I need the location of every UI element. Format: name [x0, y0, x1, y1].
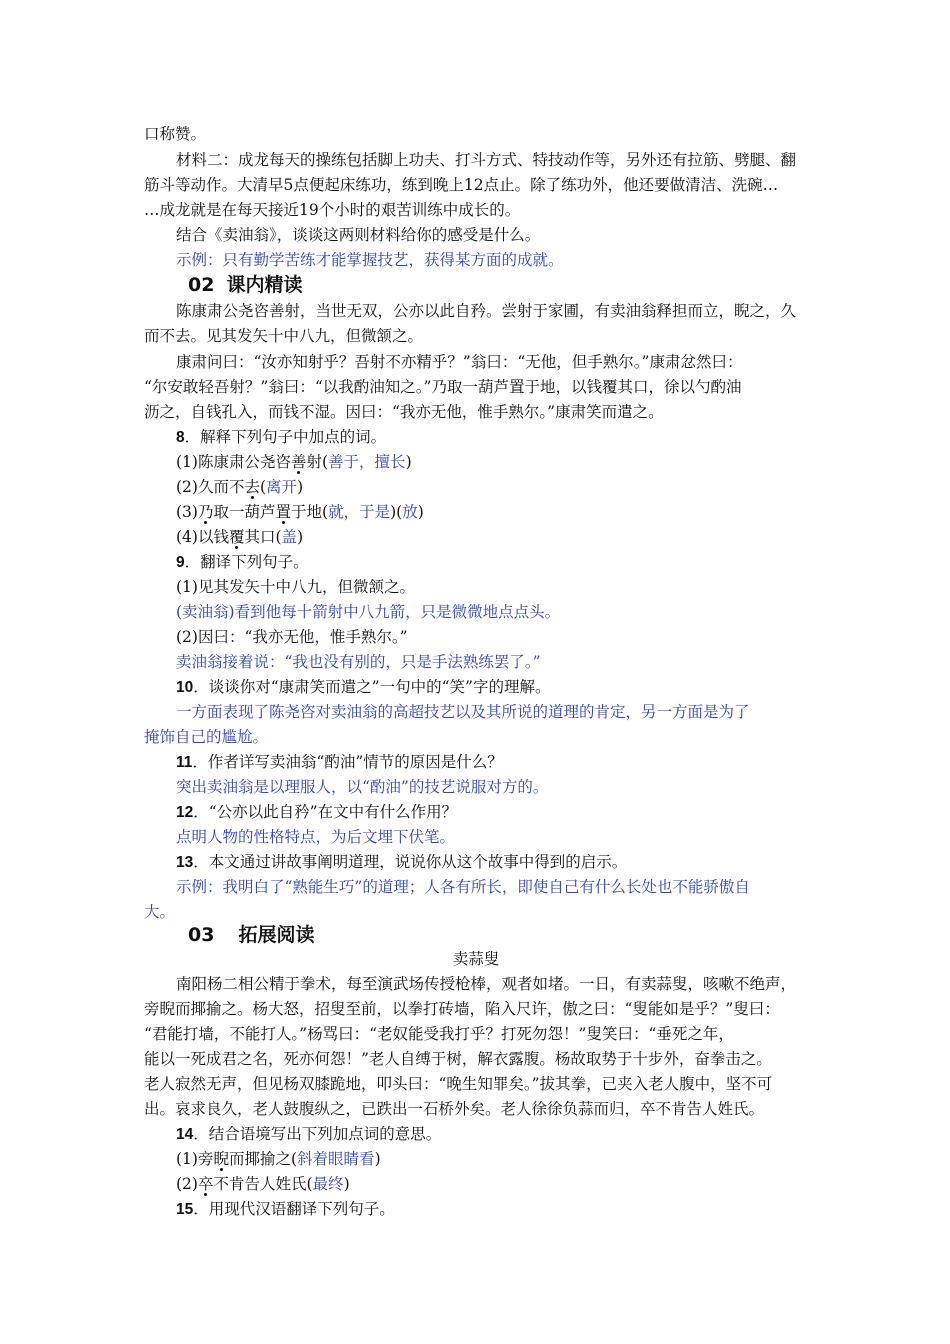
q14-item-2	[176, 1172, 808, 1197]
item-text: 不肯告人姓氏(	[213, 1175, 313, 1193]
section-heading-02	[188, 272, 302, 298]
answer-line: 示例：我明白了“熟能生巧”的道理；人各有所长，即使自己有什么长处也不能骄傲自	[176, 878, 750, 896]
section-heading-03	[188, 922, 314, 948]
item-text: )	[374, 1150, 381, 1168]
text-line: 南阳杨二相公精于拳术，每至演武场传授枪棒，观者如堵。一日，有卖蒜叟，咳嗽不绝声，	[176, 975, 797, 993]
section-number: 03	[188, 924, 215, 946]
item-text: (1)旁	[176, 1150, 214, 1168]
question-text: ．“公亦以此自矜”在文中有什么作用？	[193, 803, 458, 821]
section-title: 拓展阅读	[238, 924, 315, 946]
q14-item-1	[176, 1147, 808, 1172]
answer-line: 点明人物的性格特点，为后文埋下伏笔。	[176, 828, 456, 846]
question-13	[176, 850, 808, 875]
question-text: ．解释下列句子中加点的词。	[184, 428, 387, 446]
text-line: 筋斗等动作。大清早5点便起床练功，练到晚上12点止。除了练功外，他还要做清洁、洗碗…	[144, 176, 779, 194]
question-text: ．结合语境写出下列加点词的意思。	[193, 1125, 442, 1143]
question-9	[176, 550, 808, 575]
answer-line: 大。	[144, 903, 176, 921]
text-line: “尔安敢轻吾射？”翁曰：“以我酌油知之。”乃取一葫芦置于地，以钱覆其口，徐以勺酌油	[144, 378, 742, 396]
answer-text: 盖	[281, 528, 298, 546]
text-line: 口称赞。	[144, 125, 207, 143]
answer-line: 一方面表现了陈尧咨对卖油翁的高超技艺以及其所说的道理的肯定，另一方面是为了	[176, 703, 750, 721]
dotted-word: 去	[244, 478, 260, 496]
item-text: (2)	[176, 1175, 198, 1193]
dotted-word: 睨	[213, 1150, 229, 1168]
question-text: ．本文通过讲故事阐明道理，说说你从这个故事中得到的启示。	[193, 853, 628, 871]
answer-text: 善于，擅长	[328, 453, 406, 471]
text-line: 结合《卖油翁》，谈谈这两则材料给你的感受是什么。	[176, 226, 541, 244]
story-title: 卖蒜叟	[452, 950, 500, 968]
question-12	[176, 800, 808, 825]
text-line: (1)见其发矢十中八九，但微颔之。	[176, 578, 415, 596]
dotted-word: 置	[275, 503, 292, 521]
item-text: (2)久而不	[176, 478, 245, 496]
dotted-word: 覆	[228, 528, 245, 546]
item-text: )	[405, 453, 412, 471]
item-text: (	[259, 478, 267, 496]
item-text: )	[417, 503, 424, 521]
question-8	[176, 425, 808, 450]
text-line: …成龙就是在每天接近19个小时的艰苦训练中成长的。	[144, 201, 521, 219]
item-text: (4)以钱	[176, 528, 229, 546]
question-number: 15	[176, 1201, 194, 1218]
item-text: )	[343, 1175, 350, 1193]
text-line: 老人寂然无声，但见杨双膝跪地，叩头曰：“晚生知罪矣。”拔其拳，已夹入老人腹中，坚不可	[144, 1075, 773, 1093]
item-text: 取一葫芦	[213, 503, 276, 521]
text-line: 材料二：成龙每天的操练包括脚上功夫、打斗方式、特技动作等，另外还有拉筋、劈腿、翻	[176, 151, 797, 169]
answer-line: 示例：只有勤学苦练才能掌握技艺，获得某方面的成就。	[176, 251, 564, 269]
dotted-word: 卒	[197, 1175, 214, 1193]
question-number: 10	[176, 679, 194, 696]
dotted-word: 乃	[197, 503, 214, 521]
question-14	[176, 1122, 808, 1147]
text-line: 出。哀求良久，老人鼓腹纵之，已跌出一石桥外矣。老人徐徐负蒜而归，卒不肯告人姓氏。	[144, 1100, 765, 1118]
question-number: 13	[176, 854, 194, 871]
question-number: 8	[176, 429, 185, 446]
text-line: 康肃问曰：“汝亦知射乎？吾射不亦精乎？”翁曰：“无他，但手熟尔。”康肃忿然曰：	[176, 353, 743, 371]
question-text: ．作者详写卖油翁“酌油”情节的原因是什么？	[192, 753, 503, 771]
q8-item-3	[176, 500, 808, 525]
q8-item-4	[176, 525, 808, 550]
question-number: 11	[176, 754, 193, 771]
text-line: “君能打墙，不能打人。”杨骂曰：“老奴能受我打乎？打死勿怨！”叟笑曰：“垂死之年，	[144, 1025, 734, 1043]
answer-text: 离开	[266, 478, 298, 496]
item-text: 射(	[306, 453, 329, 471]
item-text: 其口(	[244, 528, 282, 546]
answer-text: 就，于是	[328, 503, 391, 521]
section-number: 02	[188, 274, 215, 296]
answer-text: 斜着眼睛看	[297, 1150, 375, 1168]
text-line: 陈康肃公尧咨善射，当世无双，公亦以此自矜。尝射于家圃，有卖油翁释担而立，睨之，久	[176, 302, 797, 320]
answer-line: 卖油翁接着说：“我也没有别的，只是手法熟练罢了。”	[176, 653, 541, 671]
q8-item-2	[176, 475, 808, 500]
item-text: (1)陈康肃公尧咨	[176, 453, 291, 471]
text-line: 而不去。见其发矢十中八九，但微颔之。	[144, 327, 424, 345]
text-line: 能以一死成君之名，死亦何怨！”老人自缚于树，解衣露腹。杨故取势于十步外，奋拳击之。	[144, 1050, 772, 1068]
answer-line: 掩饰自己的尴尬。	[144, 728, 269, 746]
answer-line: (卖油翁)看到他每十箭射中八九箭，只是微微地点点头。	[176, 603, 561, 621]
question-11	[176, 750, 808, 775]
answer-text: 放	[402, 503, 418, 521]
item-text: )(	[390, 503, 403, 521]
question-number: 9	[176, 554, 185, 571]
item-text: )	[297, 528, 304, 546]
question-text: ．翻译下列句子。	[184, 553, 309, 571]
text-line: 沥之，自钱孔入，而钱不湿。因曰：“我亦无他，惟手熟尔。”康肃笑而遣之。	[144, 403, 664, 421]
text-line: (2)因曰：“我亦无他，惟手熟尔。”	[176, 628, 408, 646]
item-text: )	[297, 478, 304, 496]
answer-line: 突出卖油翁是以理服人，以“酌油”的技艺说服对方的。	[176, 778, 549, 796]
question-number: 12	[176, 804, 194, 821]
item-text: 于地(	[291, 503, 329, 521]
dotted-word: 善	[290, 453, 307, 471]
question-text: ．用现代汉语翻译下列句子。	[193, 1200, 395, 1218]
text-line: 旁睨而揶揄之。杨大怒，招叟至前，以拳打砖墙，陷入尺许，傲之曰：“叟能如是乎？”叟曰：	[144, 1000, 780, 1018]
question-number: 14	[176, 1126, 194, 1143]
question-15	[176, 1197, 808, 1222]
item-text: (3)	[176, 503, 198, 521]
question-10	[176, 675, 808, 700]
answer-text: 最终	[312, 1175, 344, 1193]
item-text: 而揶揄之(	[228, 1150, 298, 1168]
question-text: ．谈谈你对“康肃笑而遣之”一句中的“笑”字的理解。	[193, 678, 551, 696]
section-title: 课内精读	[226, 274, 303, 296]
q8-item-1	[176, 450, 808, 475]
